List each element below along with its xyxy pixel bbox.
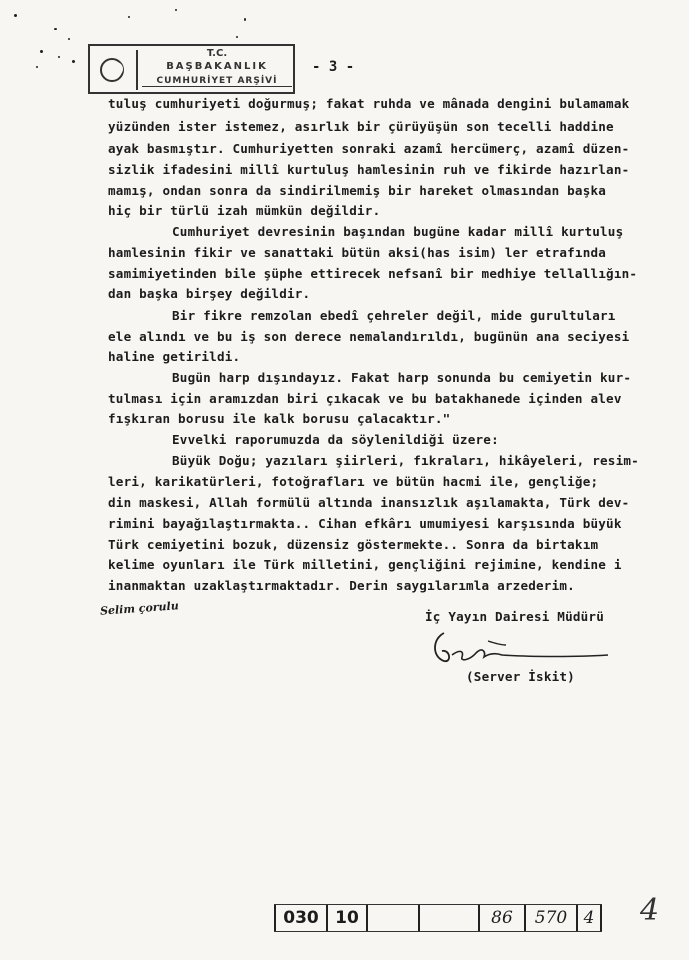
file-code-cell: 86 bbox=[478, 905, 524, 931]
body-line: kelime oyunları ile Türk milletini, gençliğini rejimine, kendine i bbox=[108, 557, 622, 572]
body-line: Bugün harp dışındayız. Fakat harp sonunda bu cemiyetin kur- bbox=[172, 370, 632, 385]
body-line: samimiyetinden bile şüphe ettirecek nefsanî bir medhiye tellallığın- bbox=[108, 266, 638, 281]
handwritten-page-count: 4 bbox=[640, 893, 660, 928]
archive-file-code bbox=[274, 904, 602, 932]
file-code-cell bbox=[366, 905, 418, 931]
stamp-line-3: CUMHURİYET ARŞİVİ bbox=[142, 76, 292, 87]
body-line: hamlesinin fikir ve sanattaki bütün aksi(has isim) ler etrafında bbox=[108, 245, 607, 260]
body-line: tuluş cumhuriyeti doğurmuş; fakat ruhda ve mânada dengini bulamamak bbox=[108, 96, 630, 111]
handwritten-signature bbox=[430, 627, 610, 673]
body-line: mamış, ondan sonra da sindirilmemiş bir hareket olmasından başka bbox=[108, 183, 607, 198]
stamp-line-1: T.C. bbox=[206, 48, 228, 59]
file-code-cell: 570 bbox=[524, 905, 576, 931]
file-code-cell: 10 bbox=[326, 905, 366, 931]
archive-stamp bbox=[88, 44, 295, 94]
body-line: dan başka birşey değildir. bbox=[108, 286, 311, 301]
body-line: yüzünden ister istemez, asırlık bir çürüyüşün son tecelli haddine bbox=[108, 119, 614, 134]
file-code-cell: 4 bbox=[576, 905, 602, 931]
file-code-cell: 030 bbox=[274, 905, 326, 931]
body-line: Bir fikre remzolan ebedî çehreler değil, mide gurultuları bbox=[172, 308, 616, 323]
body-line: din maskesi, Allah formülü altında inansızlık aşılamakta, Türk dev- bbox=[108, 495, 630, 510]
crescent-star-seal-icon bbox=[100, 58, 124, 82]
stamp-divider bbox=[136, 50, 138, 90]
body-line: haline getirildi. bbox=[108, 349, 241, 364]
body-line: Türk cemiyetini bozuk, düzensiz göstermekte.. Sonra da birtakım bbox=[108, 537, 599, 552]
body-line: fışkıran borusu ile kalk borusu çalacaktır." bbox=[108, 411, 451, 426]
body-line: tulması için aramızdan biri çıkacak ve bu batakhanede içinden alev bbox=[108, 391, 622, 406]
file-code-cell bbox=[418, 905, 478, 931]
body-line: Büyük Doğu; yazıları şiirleri, fıkraları, hikâyeleri, resim- bbox=[172, 453, 639, 468]
body-line: leri, karikatürleri, fotoğrafları ve bütün hacmi ile, gençliğe; bbox=[108, 474, 599, 489]
body-line: Cumhuriyet devresinin başından bugüne kadar millî kurtuluş bbox=[172, 224, 624, 239]
signer-title: İç Yayın Dairesi Müdürü bbox=[425, 609, 604, 624]
signer-name: (Server İskit) bbox=[466, 669, 575, 684]
body-line: inanmaktan uzaklaştırmaktadır. Derin saygılarımla arzederim. bbox=[108, 578, 575, 593]
body-line: Evvelki raporumuzda da söylenildiği üzere: bbox=[172, 432, 499, 447]
body-line: ayak basmıştır. Cumhuriyetten sonraki azamî hercümerç, azamî düzen- bbox=[108, 141, 630, 156]
stamp-line-2: BAŞBAKANLIK bbox=[166, 61, 268, 72]
page-number: - 3 - bbox=[312, 59, 355, 75]
body-line: rimini bayağılaştırmakta.. Cihan efkârı umumiyesi karşısında büyük bbox=[108, 516, 622, 531]
body-line: hiç bir türlü izah mümkün değildir. bbox=[108, 203, 381, 218]
body-line: ele alındı ve bu iş son derece nemalandırıldı, bugünün ana seciyesi bbox=[108, 329, 630, 344]
body-line: sizlik ifadesini millî kurtuluş hamlesinin ruh ve fikirde hazırlan- bbox=[108, 162, 630, 177]
handwritten-annotation: Selim çorulu bbox=[99, 599, 180, 618]
